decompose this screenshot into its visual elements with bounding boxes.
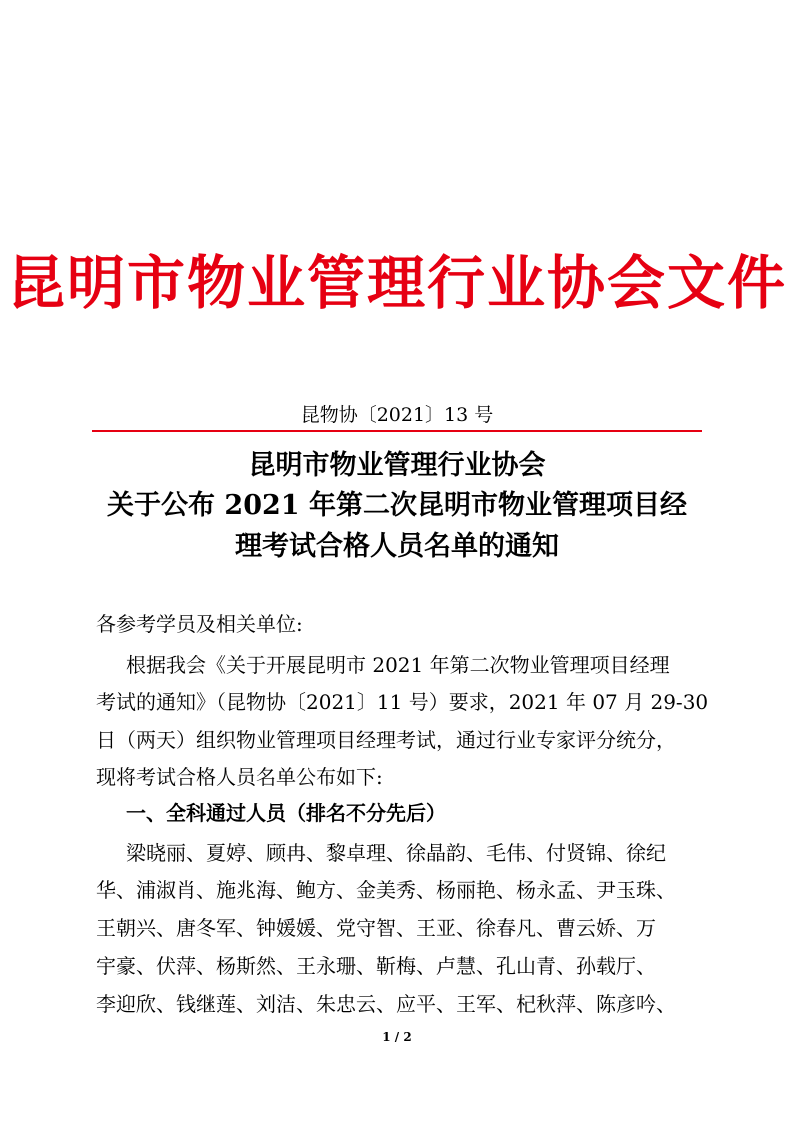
notice-heading-line-2: 关于公布 2021 年第二次昆明市物业管理项目经: [107, 490, 687, 521]
paragraph-line: 现将考试合格人员名单公布如下:: [96, 765, 383, 789]
page-indicator: 1 / 2: [382, 1030, 412, 1044]
letterhead-divider: [92, 430, 702, 432]
name-list-line: 王朝兴、唐冬军、钟媛媛、党守智、王亚、徐春凡、曹云娇、万: [96, 916, 656, 940]
letterhead-title: 昆明市物业管理行业协会文件: [6, 249, 787, 317]
notice-heading-line-1: 昆明市物业管理行业协会: [248, 450, 546, 481]
name-list-line: 梁晓丽、夏婷、顾冉、黎卓理、徐晶韵、毛伟、付贤锦、徐纪: [126, 841, 666, 865]
name-list-line: 李迎欣、钱继莲、刘洁、朱忠云、应平、王军、杞秋萍、陈彦吟、: [96, 992, 676, 1016]
name-list-line: 华、浦淑肖、施兆海、鲍方、金美秀、杨丽艳、杨永孟、尹玉珠、: [96, 878, 676, 902]
paragraph-line: 考试的通知》（昆物协〔2021〕11 号）要求，2021 年 07 月 29-30: [96, 690, 709, 714]
paragraph-line: 日（两天）组织物业管理项目经理考试，通过行业专家评分统分，: [96, 728, 676, 752]
salutation: 各参考学员及相关单位:: [96, 612, 303, 636]
document-number: 昆物协〔2021〕13 号: [300, 404, 494, 426]
name-list-line: 宇豪、伏萍、杨斯然、王永珊、靳梅、卢慧、孔山青、孙载厅、: [96, 954, 656, 978]
notice-heading-line-3: 理考试合格人员名单的通知: [235, 531, 559, 562]
section-title: 一、全科通过人员（排名不分先后）: [126, 801, 446, 825]
paragraph-line: 根据我会《关于开展昆明市 2021 年第二次物业管理项目经理: [126, 653, 670, 677]
